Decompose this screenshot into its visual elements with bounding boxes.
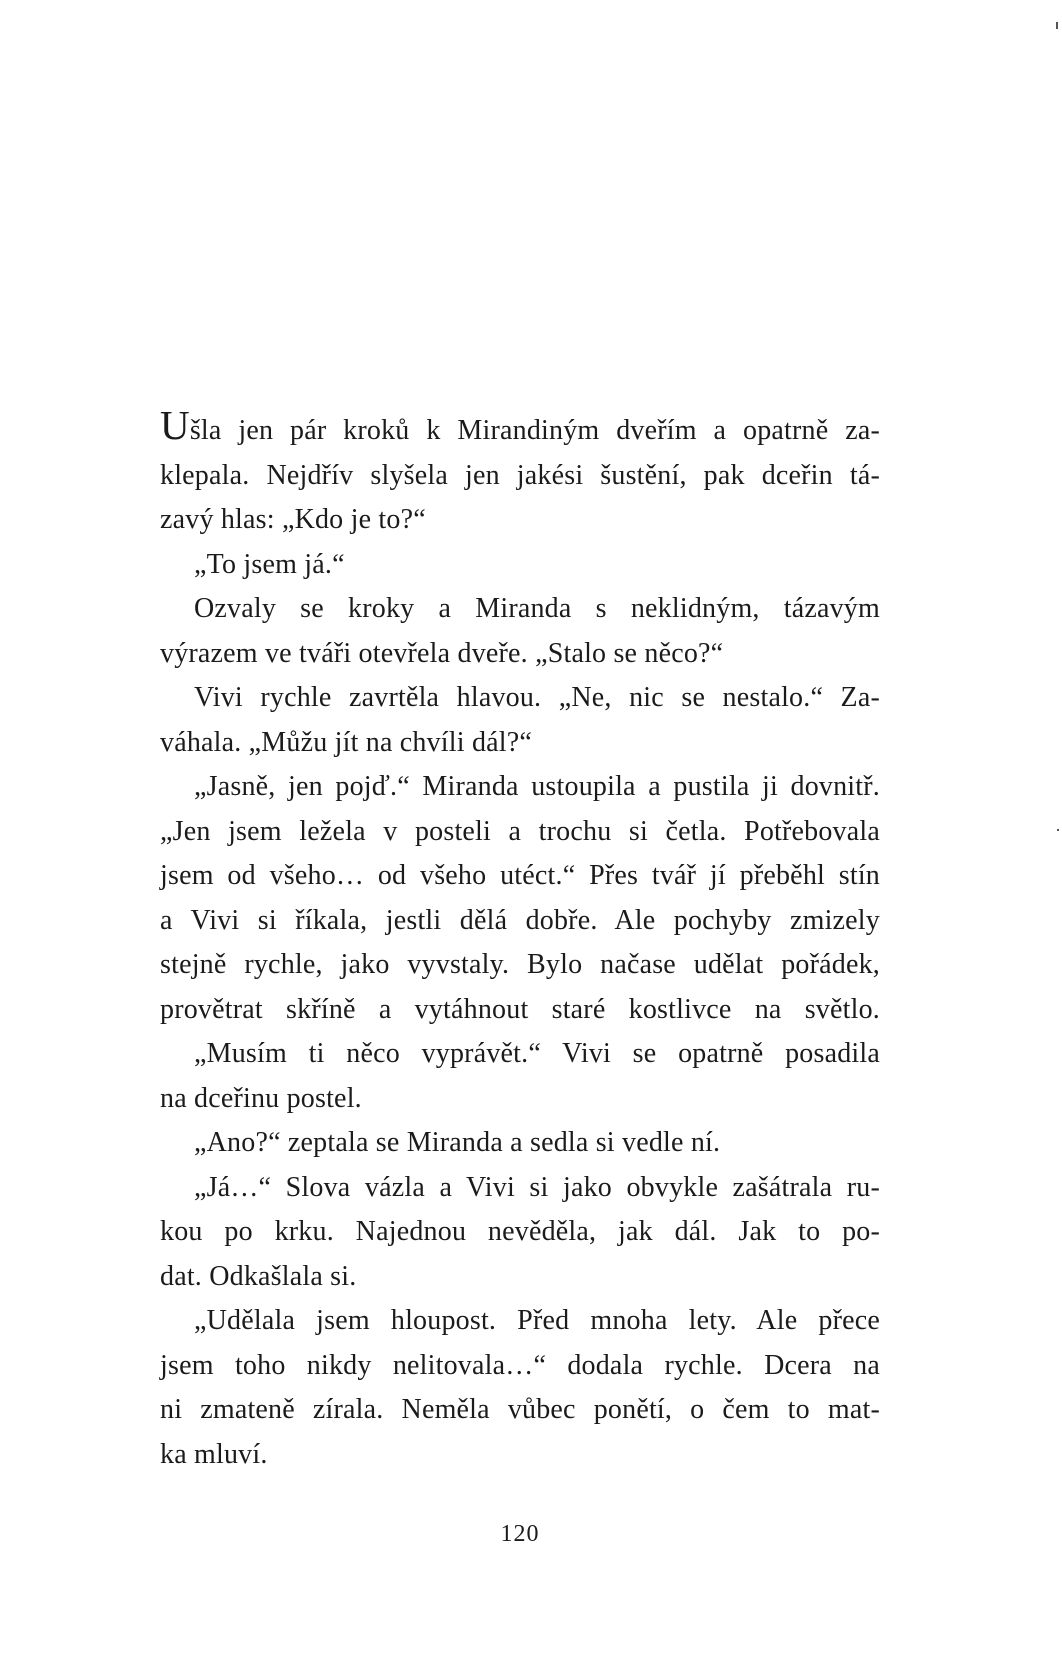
text-line: jsem od všeho… od všeho utéct.“ Přes tvář jí přeběhl stín [160,860,880,891]
text-line: „Jen jsem ležela v posteli a trochu si četla. Potřebovala [160,815,880,847]
text-line: klepala. Nejdřív slyšela jen jakési šustění, pak dceřin tá- [160,459,880,491]
text-line: stejně rychle, jako vyvstaly. Bylo načase udělat pořádek, [160,949,880,980]
text-line: dat. Odkašlala si. [160,1260,357,1292]
text-line: „Já…“ Slova vázla a Vivi si jako obvykle zašátrala ru- [194,1171,880,1203]
text-line: kou po krku. Najednou nevěděla, jak dál. Jak to po- [160,1216,880,1247]
text-line: zavý hlas: „Kdo je to?“ [160,504,426,535]
text-line: Vivi rychle zavrtěla hlavou. „Ne, nic se nestalo.“ Za- [194,682,880,713]
scan-mark [1057,829,1059,831]
text-line [160,402,880,454]
text-line: ka mluví. [160,1438,268,1470]
text-line: na dceřinu postel. [160,1082,362,1114]
text-line: výrazem ve tváři otevřela dveře. „Stalo se něco?“ [160,637,724,669]
text-line: jsem toho nikdy nelitovala…“ dodala rychle. Dcera na [160,1349,880,1381]
page-number: 120 [500,1521,540,1547]
text-line: Ozvaly se kroky a Miranda s neklidným, tázavým [194,593,880,624]
text-line: „Jasně, jen pojď.“ Miranda ustoupila a pustila ji dovnitř. [194,771,880,802]
first-line-text: šla jen pár kroků k Mirandiným dveřím a opatrně za- [189,415,880,446]
text-line: „Ano?“ zeptala se Miranda a sedla si vedle ní. [194,1127,721,1158]
initial-letter: U [160,402,190,448]
text-line: ni zmateně zírala. Neměla vůbec ponětí, o čem to mat- [160,1394,880,1425]
scan-mark [1056,22,1058,29]
body-text [160,402,880,1477]
text-line: „Udělala jsem hloupost. Před mnoha lety. Ale přece [194,1305,880,1336]
text-line: provětrat skříně a vytáhnout staré kostlivce na světlo. [160,993,880,1025]
text-line: a Vivi si říkala, jestli dělá dobře. Ale pochyby zmizely [160,904,880,936]
text-line: „Musím ti něco vyprávět.“ Vivi se opatrně posadila [194,1038,880,1069]
text-line: váhala. „Můžu jít na chvíli dál?“ [160,726,533,758]
text-line: „To jsem já.“ [194,548,345,580]
